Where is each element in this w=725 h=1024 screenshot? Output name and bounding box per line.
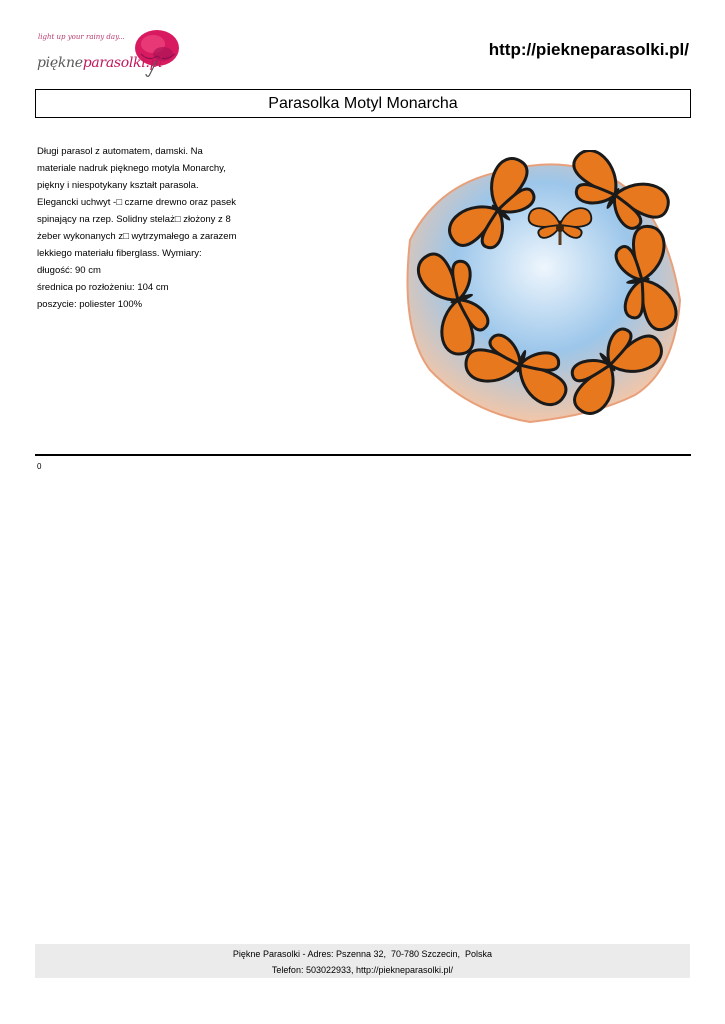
product-description xyxy=(37,143,262,313)
description-line: średnica po rozłożeniu: 104 cm xyxy=(37,282,169,293)
footer-address: Piękne Parasolki - Adres: Pszenna 32, 70-780 Szczecin, Polska xyxy=(232,949,493,959)
section-divider xyxy=(35,454,691,456)
umbrella-top-knob xyxy=(556,224,564,232)
logo-brand: piękneparasolki.pl xyxy=(37,55,163,71)
footer-contact: Telefon: 503022933, http://piekneparasolki.pl/ xyxy=(271,965,454,975)
site-logo[interactable] xyxy=(35,26,185,78)
description-line: Długi parasol z automatem, damski. Na xyxy=(37,146,203,157)
description-line: lekkiego materiału fiberglass. Wymiary: xyxy=(37,248,202,259)
description-line: długość: 90 cm xyxy=(37,265,101,276)
page-counter: 0 xyxy=(37,462,42,471)
site-url-link[interactable]: http://piekneparasolki.pl/ xyxy=(488,40,689,59)
description-line: żeber wykonanych z□ wytrzymałego a zarazem xyxy=(37,231,237,242)
footer xyxy=(35,944,690,978)
umbrella-illustration xyxy=(380,150,690,430)
description-line: materiale nadruk pięknego motyla Monarchy, xyxy=(37,163,226,174)
description-line: piękny i niespotykany kształt parasola. xyxy=(37,180,199,191)
description-line: Elegancki uchwyt -□ czarne drewno oraz pasek xyxy=(37,197,236,208)
description-line: spinający na rzep. Solidny stelaż□ złożony z 8 xyxy=(37,214,231,225)
logo-tagline: light up your rainy day... xyxy=(38,33,125,41)
description-line: poszycie: poliester 100% xyxy=(37,299,143,310)
product-title: Parasolka Motyl Monarcha xyxy=(35,89,691,118)
butterfly-umbrella-image xyxy=(380,150,690,435)
